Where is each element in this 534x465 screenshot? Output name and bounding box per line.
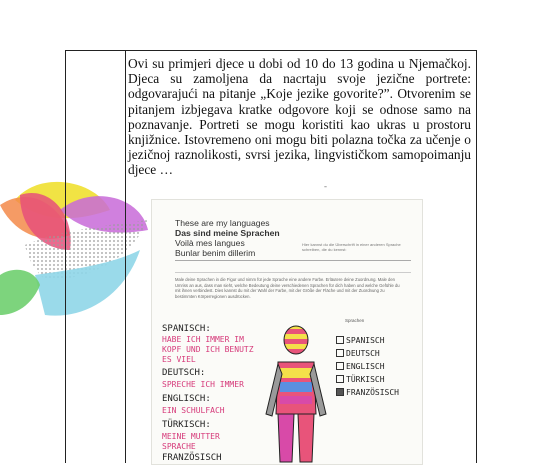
figure-mid-band xyxy=(280,382,312,392)
worksheet-instructions: Male deine Sprachen in die Figur und nimm für jede Sprache eine andere Farbe. Erläutere deine Zuordnung. Male den Umriss an aus, dass man sieht, welche Bedeutung deine verschiedenen Sprachen für dich haben und welche Gefühle du mit ihnen verbindest. Dies kannst du mit der Wahl der Farbe, mit der Größe der Fläche und mit der Zuordnung zu bestimmten Körperregionen ausdrücken. xyxy=(175,277,400,299)
worksheet-title-tr: Bunlar benim dillerim xyxy=(175,248,256,258)
worksheet-languages-header: Sprachen xyxy=(345,318,365,323)
hw-spanisch-label: SPANISCH: xyxy=(162,324,211,334)
worksheet-titles xyxy=(175,218,280,258)
figure-left-leg xyxy=(278,414,294,462)
worksheet-divider-light xyxy=(175,272,411,273)
hw-englisch-label: ENGLISCH: xyxy=(162,394,211,404)
legend-checkbox xyxy=(336,336,344,344)
legend-checkbox xyxy=(336,375,344,383)
worksheet-side-note: Hier kannst du die Überschrift in einer anderen Sprache schreiben, die du kennst: xyxy=(302,242,401,252)
empty-left-cell xyxy=(66,51,126,463)
separator-dash: - xyxy=(324,181,327,191)
body-figure-drawing xyxy=(256,324,336,464)
hw-spanisch-note-3: ES VIEL xyxy=(162,355,196,364)
legend-item-franzoesisch: FRANZÖSISCH xyxy=(336,386,399,399)
worksheet-title-fr: Voilà mes langues xyxy=(175,238,245,248)
description-paragraph: Ovi su primjeri djece u dobi od 10 do 13 godina u Njemačkoj. Djeca su zamoljena da nacrtaju svoje jezične portrete: odgovarajući na pitanje „Koje jezike govorite?”. Otvorenim se pitanjem izbjegava kratke odgovore koji se odnose samo na poznavanje. Portreti se mogu koristiti kao ukras u prostoru knjižnice. Istovremeno oni mogu biti polazna točka za učenje o jezičnoj raznolikosti, svrsi jezika, lingvističkom samopoimanju djece … xyxy=(128,56,471,178)
hw-deutsch-note: SPRECHE ICH IMMER xyxy=(162,380,244,389)
language-portrait-worksheet xyxy=(151,199,423,465)
legend-checkbox xyxy=(336,349,344,357)
figure-waist-band xyxy=(280,396,312,404)
legend-checkbox xyxy=(336,388,344,396)
figure-right-leg xyxy=(298,414,314,462)
hw-tuerkisch-label: TÜRKISCH: xyxy=(162,420,211,430)
figure-head xyxy=(284,326,308,354)
hw-spanisch-note-2: KOPF UND ICH BENUTZ xyxy=(162,345,254,354)
worksheet-title-en: These are my languages xyxy=(175,218,270,228)
worksheet-title-de: Das sind meine Sprachen xyxy=(175,228,280,238)
hw-englisch-note: EIN SCHULFACH xyxy=(162,406,225,415)
hw-tuerkisch-note-2: SPRACHE xyxy=(162,442,196,451)
hw-franzoesisch-label: FRANZÖSISCH xyxy=(162,453,222,463)
hw-spanisch-note-1: HABE ICH IMMER IM xyxy=(162,335,244,344)
legend-item-tuerkisch: TÜRKISCH xyxy=(336,373,399,386)
language-legend xyxy=(336,334,399,399)
table-frame xyxy=(65,50,477,463)
figure-chest-band xyxy=(280,368,312,378)
legend-item-englisch: ENGLISCH xyxy=(336,360,399,373)
hw-deutsch-label: DEUTSCH: xyxy=(162,368,206,378)
decor-green-petal xyxy=(0,270,40,315)
legend-item-spanisch: SPANISCH xyxy=(336,334,399,347)
legend-checkbox xyxy=(336,362,344,370)
worksheet-divider xyxy=(175,260,411,261)
legend-item-deutsch: DEUTSCH xyxy=(336,347,399,360)
hw-tuerkisch-note-1: MEINE MUTTER xyxy=(162,432,220,441)
